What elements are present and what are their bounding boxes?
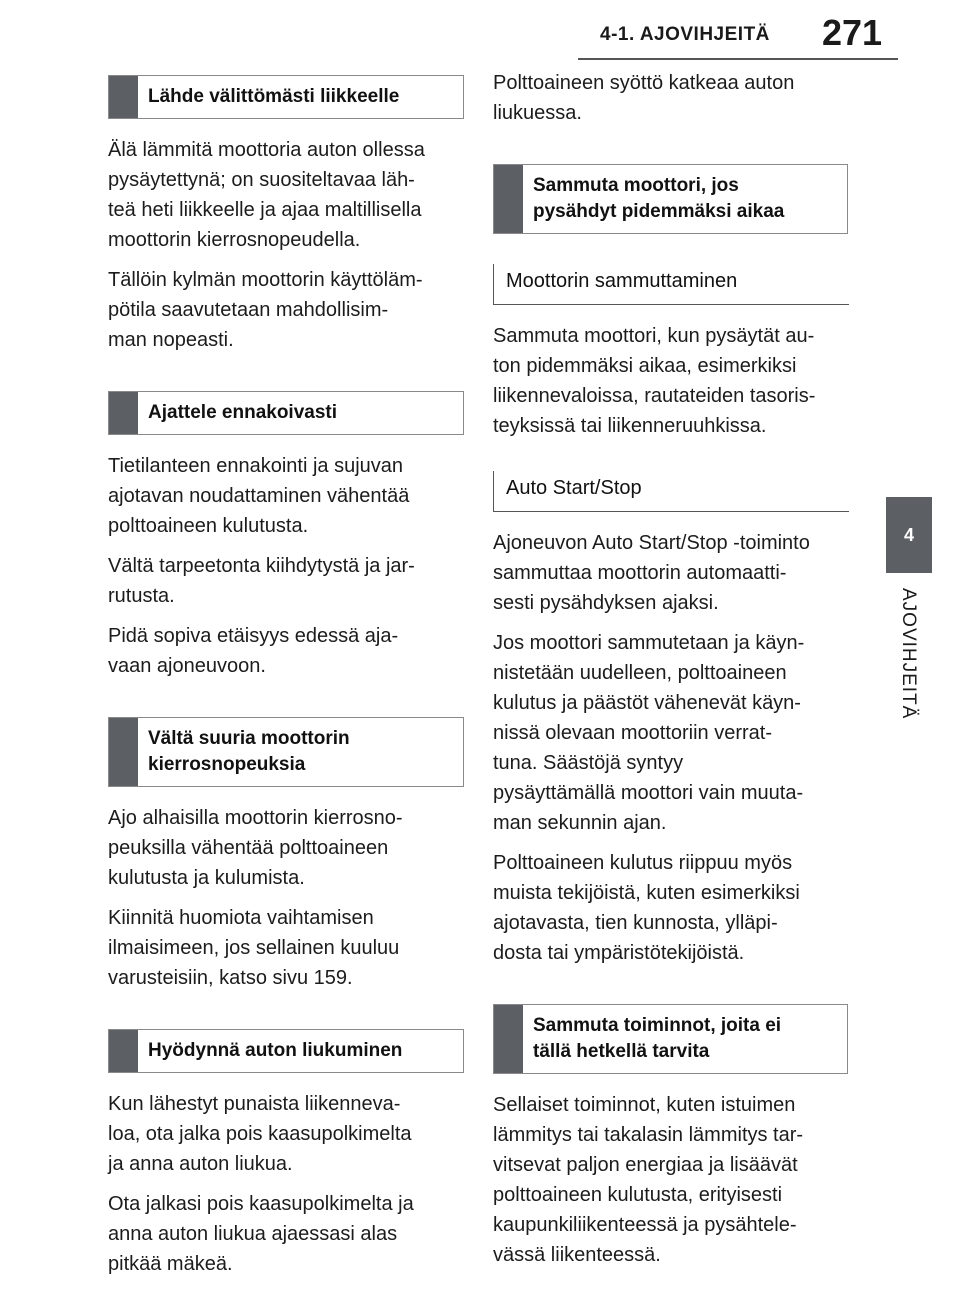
paragraph: Älä lämmitä moottoria auton ollessa pysäytettynä; on suositeltavaa läh- teä heti liikkeelle ja ajaa maltillisella moottorin kierrosnopeudella. xyxy=(108,139,425,251)
paragraph: Sellaiset toiminnot, kuten istuimen lämmitys tai takalasin lämmitys tar- vitsevat paljon energiaa ja lisäävät polttoaineen kulutusta, erityisesti kaupunkiliikenteessä ja pysähtele- vässä liikenteessä. xyxy=(493,1094,804,1266)
heading-text: Sammuta toiminnot, joita ei tällä hetkellä tarvita xyxy=(533,1015,782,1062)
paragraph: Tällöin kylmän moottorin käyttöläm- pötila saavutetaan mahdollisim- man nopeasti. xyxy=(108,269,423,351)
heading-bar xyxy=(494,1005,523,1073)
heading-bar xyxy=(494,165,523,233)
paragraph: Sammuta moottori, kun pysäytät au- ton pidemmäksi aikaa, esimerkiksi liikennevaloissa, rautateiden tasoris- teyksissä tai liikenneruuhkissa. xyxy=(493,325,816,437)
paragraph: Polttoaineen syöttö katkeaa auton liukuessa. xyxy=(493,72,795,124)
heading-stop-engine xyxy=(493,164,848,234)
paragraph: Vältä tarpeetonta kiihdytystä ja jar- rutusta. xyxy=(108,555,415,607)
page-number: 271 xyxy=(822,12,883,53)
heading-turn-off-functions xyxy=(493,1004,848,1074)
paragraph: Jos moottori sammutetaan ja käyn- nistetään uudelleen, polttoaineen kulutus ja päästöt vähenevät käyn- nissä olevaan moottoriin verrat- tuna. Säästöjä syntyy pysäyttämällä moottori vain muuta- man sekunnin ajan. xyxy=(493,632,805,834)
paragraph: Polttoaineen kulutus riippuu myös muista tekijöistä, kuten esimerkiksi ajotavasta, tien kunnosta, ylläpi- dosta tai ympäristötekijöistä. xyxy=(493,852,800,964)
chapter-tab xyxy=(886,497,932,573)
heading-bar xyxy=(109,1030,138,1072)
heading-text: Lähde välittömästi liikkeelle xyxy=(148,86,400,107)
chapter-number: 4 xyxy=(903,524,914,545)
paragraph: Tietilanteen ennakointi ja sujuvan ajotavan noudattaminen vähentää polttoaineen kulutusta. xyxy=(108,455,410,537)
heading-bar xyxy=(109,718,138,786)
heading-bar xyxy=(109,392,138,434)
subheading-engine-shutdown: Moottorin sammuttaminen xyxy=(493,264,849,305)
heading-anticipate xyxy=(108,391,464,435)
paragraph: Pidä sopiva etäisyys edessä aja- vaan ajoneuvoon. xyxy=(108,625,399,677)
paragraph: Kiinnitä huomiota vaihtamisen ilmaisimeen, jos sellainen kuuluu varusteisiin, katso sivu 159. xyxy=(108,907,400,989)
left-column xyxy=(108,60,464,1279)
right-column xyxy=(493,60,849,1270)
heading-bar xyxy=(109,76,138,118)
subheading-auto-start-stop: Auto Start/Stop xyxy=(493,471,849,512)
heading-use-coasting xyxy=(108,1029,464,1073)
paragraph: Ota jalkasi pois kaasupolkimelta ja anna auton liukua ajaessasi alas pitkää mäkeä. xyxy=(108,1193,414,1275)
heading-text: Ajattele ennakoivasti xyxy=(148,402,338,423)
section-title: 4-1. AJOVIHJEITÄ xyxy=(600,24,770,45)
heading-text: Vältä suuria moottorin kierrosnopeuksia xyxy=(148,728,350,775)
paragraph: Ajoneuvon Auto Start/Stop -toiminto sammuttaa moottorin automaatti- sesti pysähdyksen ajaksi. xyxy=(493,532,810,614)
paragraph: Ajo alhaisilla moottorin kierrosno- peuksilla vähentää polttoaineen kulutusta ja kulumista. xyxy=(108,807,403,889)
heading-text: Sammuta moottori, jos pysähdyt pidemmäksi aikaa xyxy=(533,175,785,222)
heading-leave-immediately xyxy=(108,75,464,119)
heading-avoid-high-rpm xyxy=(108,717,464,787)
paragraph: Kun lähestyt punaista liikenneva- loa, ota jalka pois kaasupolkimelta ja anna auton liukua. xyxy=(108,1093,412,1175)
heading-text: Hyödynnä auton liukuminen xyxy=(148,1040,403,1061)
chapter-label: AJOVIHJEITÄ xyxy=(898,588,919,720)
